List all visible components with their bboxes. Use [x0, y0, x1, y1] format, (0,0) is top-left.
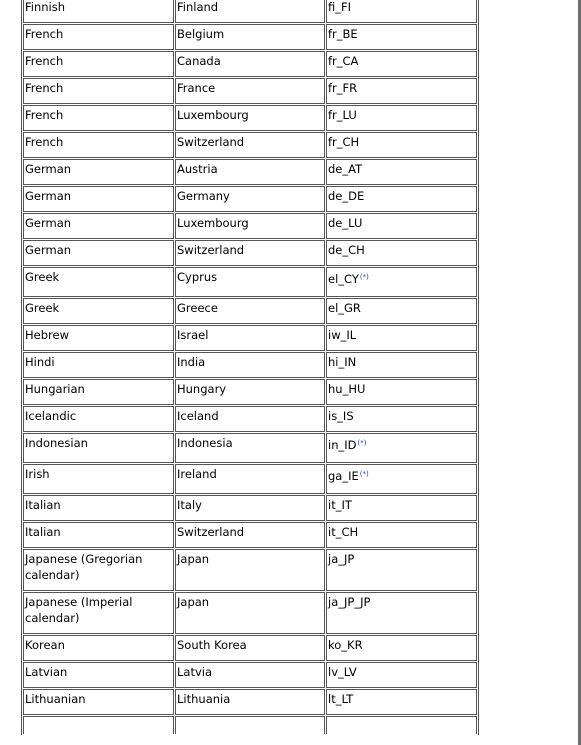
- locale-text: el_CY: [328, 272, 359, 286]
- country-cell: [175, 325, 325, 351]
- language-cell: [23, 495, 174, 521]
- language-cell: [23, 689, 174, 715]
- locale-text: hi_IN: [328, 355, 357, 369]
- country-cell: [175, 267, 325, 297]
- language-cell: [23, 352, 174, 378]
- language-cell: [23, 464, 174, 494]
- country-cell: [175, 51, 325, 77]
- language-cell: [23, 0, 174, 23]
- country-cell: [175, 159, 325, 185]
- footnote-mark: (*): [357, 439, 367, 447]
- table-row: [23, 379, 477, 405]
- language-cell: [23, 592, 174, 634]
- locale-cell: [326, 0, 477, 23]
- locale-text: ga_IE: [328, 469, 359, 483]
- table-row: [23, 662, 477, 688]
- locale-text: de_LU: [328, 216, 363, 230]
- country-text: Switzerland: [177, 243, 245, 257]
- table-row: [23, 240, 477, 266]
- language-text: French: [25, 108, 64, 122]
- language-text: German: [25, 189, 72, 203]
- language-cell: [23, 662, 174, 688]
- table-row: [23, 325, 477, 351]
- country-cell: [175, 132, 325, 158]
- country-text: South Korea: [177, 638, 247, 652]
- language-text: Hungarian: [25, 382, 85, 396]
- language-cell: [23, 406, 174, 432]
- country-text: Canada: [177, 54, 221, 68]
- country-cell: [175, 635, 325, 661]
- locale-cell: [326, 662, 477, 688]
- country-cell: [175, 0, 325, 23]
- locale-cell: [326, 105, 477, 131]
- language-text: French: [25, 54, 64, 68]
- language-cell: [23, 24, 174, 50]
- language-cell: [23, 522, 174, 548]
- country-text: Indonesia: [177, 436, 233, 450]
- country-cell: [175, 433, 325, 463]
- locale-cell: [326, 716, 477, 734]
- locale-text: lt_LT: [328, 692, 354, 706]
- country-text: Japan: [177, 595, 210, 609]
- locale-cell: [326, 433, 477, 463]
- language-text: German: [25, 162, 72, 176]
- locale-text: ja_JP_JP: [328, 595, 371, 609]
- table-row: [23, 186, 477, 212]
- language-text: Icelandic: [25, 409, 77, 423]
- language-text: Korean: [25, 638, 65, 652]
- country-cell: [175, 186, 325, 212]
- table-row: [23, 716, 477, 734]
- language-text: French: [25, 81, 64, 95]
- language-cell: [23, 51, 174, 77]
- country-text: Ireland: [177, 467, 217, 481]
- table-row: [23, 406, 477, 432]
- table-row: [23, 78, 477, 104]
- locale-text: fi_FI: [328, 0, 351, 14]
- country-text: Austria: [177, 162, 218, 176]
- locale-text: iw_IL: [328, 328, 357, 342]
- language-text: Greek: [25, 270, 60, 284]
- locale-text: fr_LU: [328, 108, 357, 122]
- locale-cell: [326, 379, 477, 405]
- country-text: Greece: [177, 301, 218, 315]
- country-cell: [175, 689, 325, 715]
- language-cell: [23, 159, 174, 185]
- locale-text: hu_HU: [328, 382, 366, 396]
- language-cell: [23, 716, 174, 734]
- language-cell: [23, 379, 174, 405]
- table-row: [23, 635, 477, 661]
- table-row: [23, 0, 477, 23]
- country-text: Israel: [177, 328, 209, 342]
- language-cell: [23, 267, 174, 297]
- locale-cell: [326, 159, 477, 185]
- table-row: [23, 689, 477, 715]
- language-text: Lithuanian: [25, 692, 86, 706]
- locale-table-body: [23, 0, 477, 734]
- locale-text: lv_LV: [328, 665, 357, 679]
- locale-text: fr_FR: [328, 81, 358, 95]
- language-text: French: [25, 27, 64, 41]
- locale-text: de_CH: [328, 243, 365, 257]
- table-row: [23, 159, 477, 185]
- country-text: Lithuania: [177, 692, 231, 706]
- locale-text: ko_KR: [328, 638, 363, 652]
- footnote-mark: (*): [359, 273, 369, 281]
- country-text: Cyprus: [177, 270, 218, 284]
- country-text: Belgium: [177, 27, 225, 41]
- country-text: Italy: [177, 498, 202, 512]
- country-cell: [175, 24, 325, 50]
- table-row: [23, 105, 477, 131]
- locale-table: [21, 0, 479, 735]
- locale-cell: [326, 592, 477, 634]
- table-row: [23, 213, 477, 239]
- locale-text: fr_CH: [328, 135, 360, 149]
- table-row: [23, 132, 477, 158]
- locale-cell: [326, 298, 477, 324]
- country-text: Luxembourg: [177, 108, 249, 122]
- table-row: [23, 549, 477, 591]
- language-cell: [23, 635, 174, 661]
- locale-cell: [326, 24, 477, 50]
- locale-cell: [326, 267, 477, 297]
- country-text: France: [177, 81, 216, 95]
- locale-cell: [326, 132, 477, 158]
- locale-text: de_DE: [328, 189, 365, 203]
- language-text: Hebrew: [25, 328, 69, 342]
- country-cell: [175, 240, 325, 266]
- locale-cell: [326, 495, 477, 521]
- locale-cell: [326, 635, 477, 661]
- country-cell: [175, 464, 325, 494]
- locale-text: fr_CA: [328, 54, 359, 68]
- country-cell: [175, 495, 325, 521]
- locale-cell: [326, 549, 477, 591]
- locale-cell: [326, 689, 477, 715]
- locale-text: is_IS: [328, 409, 354, 423]
- country-text: Latvia: [177, 665, 213, 679]
- language-cell: [23, 213, 174, 239]
- language-text: Greek: [25, 301, 60, 315]
- locale-cell: [326, 51, 477, 77]
- table-row: [23, 267, 477, 297]
- country-text: Iceland: [177, 409, 219, 423]
- language-text: German: [25, 216, 72, 230]
- language-text: Hindi: [25, 355, 55, 369]
- table-row: [23, 51, 477, 77]
- locale-cell: [326, 464, 477, 494]
- language-cell: [23, 186, 174, 212]
- country-text: Japan: [177, 552, 210, 566]
- language-text: Japanese (Gregorian calendar): [25, 552, 143, 582]
- locale-cell: [326, 406, 477, 432]
- country-text: Switzerland: [177, 135, 245, 149]
- table-row: [23, 433, 477, 463]
- language-cell: [23, 549, 174, 591]
- country-text: Finland: [177, 0, 219, 14]
- table-row: [23, 352, 477, 378]
- country-cell: [175, 78, 325, 104]
- language-text: Italian: [25, 498, 61, 512]
- locale-text: in_ID: [328, 438, 357, 452]
- country-cell: [175, 549, 325, 591]
- locale-text: it_CH: [328, 525, 359, 539]
- language-text: French: [25, 135, 64, 149]
- footnote-mark: (*): [359, 470, 369, 478]
- country-text: Luxembourg: [177, 216, 249, 230]
- country-text: India: [177, 355, 206, 369]
- language-text: Finnish: [25, 0, 66, 14]
- language-cell: [23, 105, 174, 131]
- country-text: Germany: [177, 189, 230, 203]
- language-cell: [23, 78, 174, 104]
- country-text: Switzerland: [177, 525, 245, 539]
- country-cell: [175, 298, 325, 324]
- table-row: [23, 592, 477, 634]
- country-text: Hungary: [177, 382, 227, 396]
- country-cell: [175, 522, 325, 548]
- language-text: Irish: [25, 467, 50, 481]
- locale-cell: [326, 186, 477, 212]
- locale-cell: [326, 352, 477, 378]
- locale-cell: [326, 240, 477, 266]
- table-row: [23, 298, 477, 324]
- locale-cell: [326, 522, 477, 548]
- table-row: [23, 24, 477, 50]
- locale-text: el_GR: [328, 301, 361, 315]
- locale-text: fr_BE: [328, 27, 358, 41]
- country-cell: [175, 352, 325, 378]
- language-cell: [23, 433, 174, 463]
- country-cell: [175, 379, 325, 405]
- language-cell: [23, 325, 174, 351]
- country-cell: [175, 716, 325, 734]
- country-cell: [175, 406, 325, 432]
- country-cell: [175, 662, 325, 688]
- locale-cell: [326, 213, 477, 239]
- language-text: Japanese (Imperial calendar): [25, 595, 133, 625]
- country-cell: [175, 105, 325, 131]
- locale-text: it_IT: [328, 498, 352, 512]
- language-cell: [23, 298, 174, 324]
- table-row: [23, 464, 477, 494]
- locale-cell: [326, 325, 477, 351]
- country-cell: [175, 213, 325, 239]
- table-row: [23, 495, 477, 521]
- language-cell: [23, 240, 174, 266]
- language-text: Latvian: [25, 665, 68, 679]
- table-row: [23, 522, 477, 548]
- language-text: German: [25, 243, 72, 257]
- country-cell: [175, 592, 325, 634]
- language-text: Indonesian: [25, 436, 88, 450]
- locale-text: de_AT: [328, 162, 363, 176]
- locale-text: ja_JP: [328, 552, 355, 566]
- language-cell: [23, 132, 174, 158]
- language-text: Italian: [25, 525, 61, 539]
- locale-cell: [326, 78, 477, 104]
